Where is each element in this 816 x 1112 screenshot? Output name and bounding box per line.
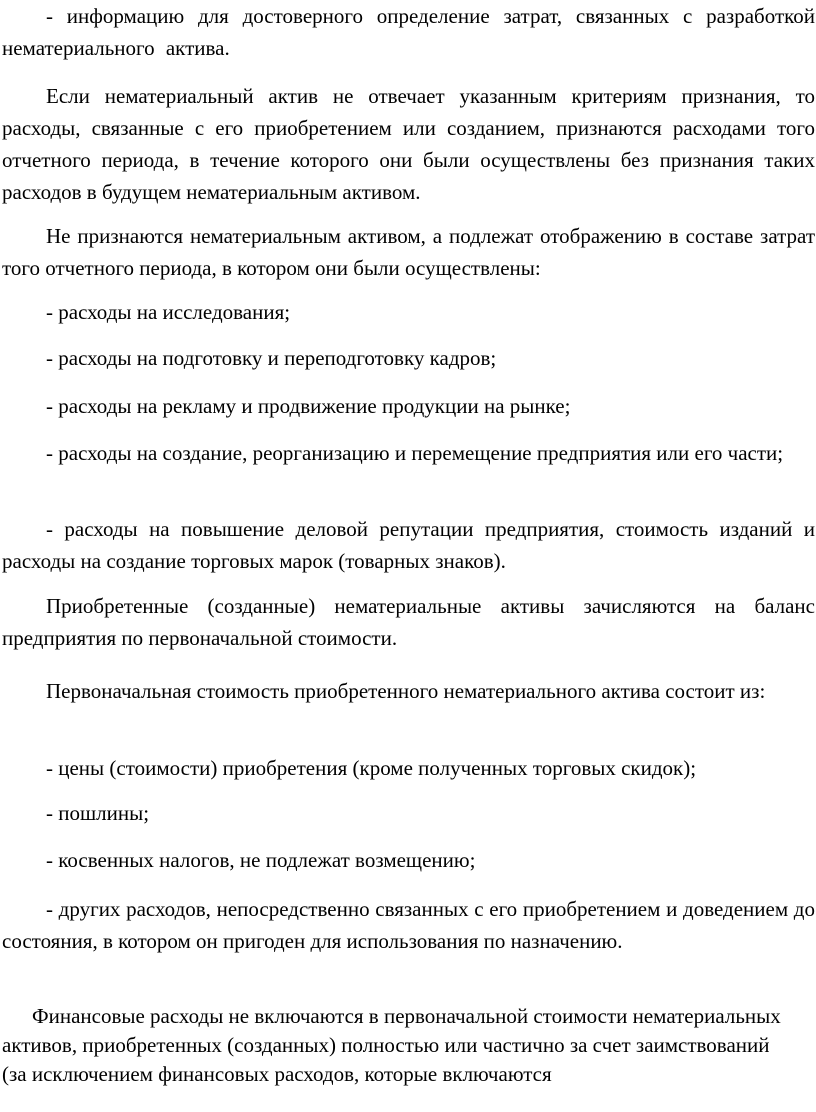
paragraph-development-costs-info: - информацию для достоверного определение затрат, связанных с разработкой нематериального актива. (2, 4, 815, 60)
paragraph-non-recognition-expenses: Если нематериальный актив не отвечает указанным критериям признания, то расходы, связанные с его приобретением или созданием, признаются расходами того отчетного периода, в течение которого они были осуществлены без признания таких расходов в будущем нематериальным активом. (2, 84, 815, 204)
list-item-reorganization-costs: - расходы на создание, реорганизацию и перемещение предприятия или его части; (46, 441, 784, 465)
paragraph-financial-expenses: Финансовые расходы не включаются в первоначальной стоимости нематериальных активов, приобретенных (созданных) полностью или частично за счет заимствований (за исключением финансовых расходов, которые включаются (2, 1004, 781, 1086)
list-item-duties: - пошлины; (46, 801, 150, 825)
paragraph-not-recognized-intro: Не признаются нематериальным активом, а подлежат отображению в составе затрат того отчетного периода, в котором они были осуществлены: (2, 224, 815, 280)
list-item-staff-training-costs: - расходы на подготовку и переподготовку кадров; (46, 346, 497, 370)
list-item-advertising-costs: - расходы на рекламу и продвижение продукции на рынке; (46, 394, 571, 418)
paragraph-initial-cost-composition: Первоначальная стоимость приобретенного нематериального актива состоит из: (46, 679, 766, 703)
list-item-indirect-taxes: - косвенных налогов, не подлежат возмещению; (46, 848, 476, 872)
list-item-research-costs: - расходы на исследования; (46, 300, 291, 324)
list-item-other-costs: - других расходов, непосредственно связанных с его приобретением и доведением до состояния, в котором он пригоден для использования по назначению. (2, 897, 815, 953)
list-item-purchase-price: - цены (стоимости) приобретения (кроме полученных торговых скидок); (46, 756, 697, 780)
paragraph-initial-cost-balance: Приобретенные (созданные) нематериальные активы зачисляются на баланс предприятия по первоначальной стоимости. (2, 594, 815, 650)
list-item-reputation-trademark-costs: - расходы на повышение деловой репутации предприятия, стоимость изданий и расходы на создание торговых марок (товарных знаков). (2, 517, 815, 573)
